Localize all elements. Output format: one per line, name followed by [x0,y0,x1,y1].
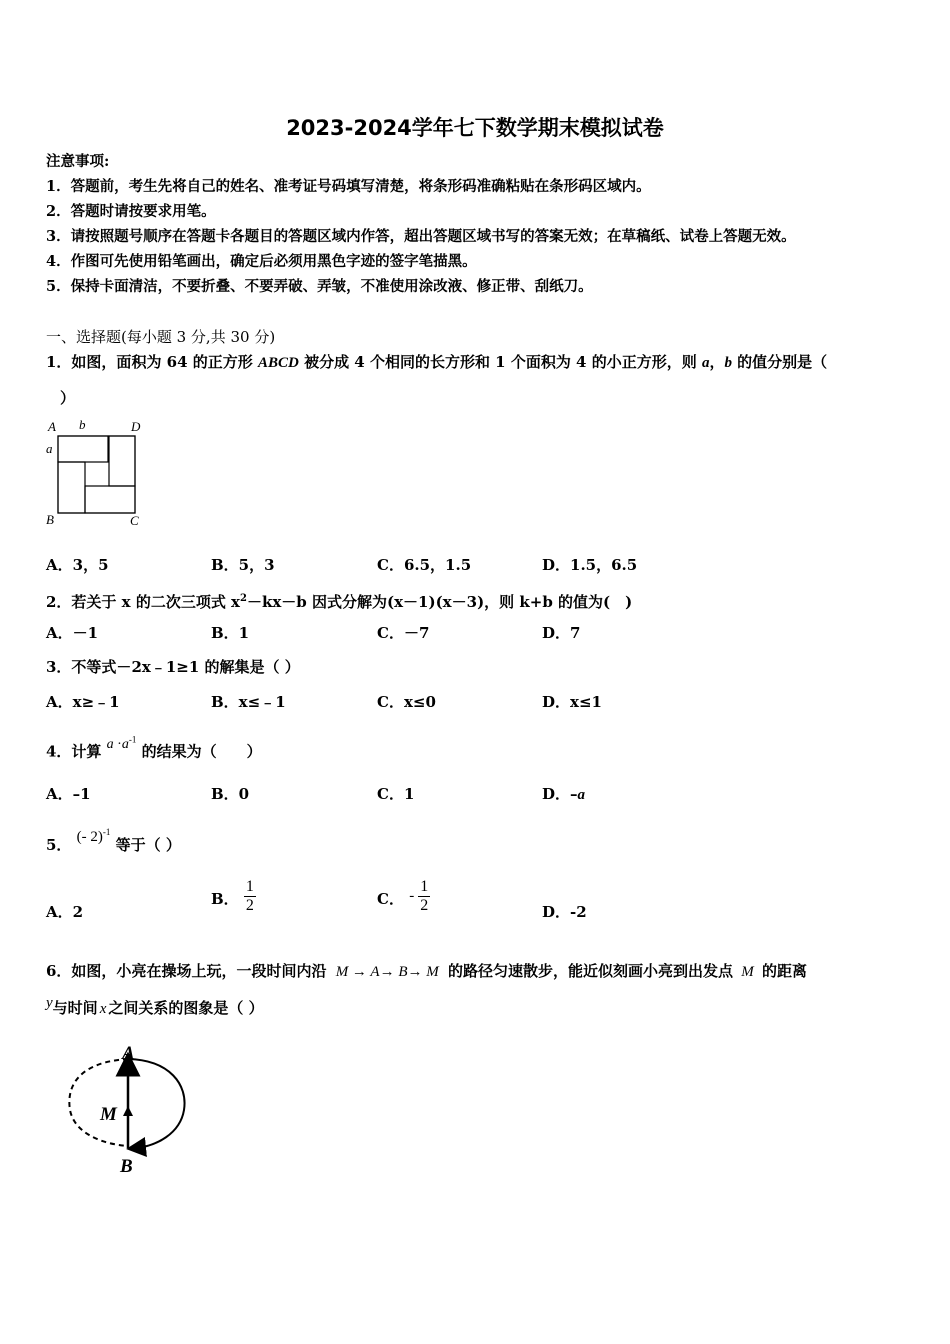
rectangle-left [58,462,85,513]
q1-option-d: D．1.5，6.5 [542,556,638,574]
q1-var-a: a [701,355,710,371]
q5-expr-exponent: -1 [102,827,111,837]
q6-var-x: x [99,1001,107,1017]
dashed-left-arc [69,1059,128,1146]
q4-option-d-var: a [577,787,586,803]
q1-option-c: C．6.5，1.5 [377,556,472,574]
fraction-numerator: 1 [245,878,254,895]
question-6-text-line2 [46,995,264,1019]
q5-text-part: 等于（ ） [115,836,181,854]
q5-option-d: D．-2 [542,903,587,921]
question-2-text [46,589,632,612]
solid-right-arc [128,1059,185,1148]
notice-heading: 注意事项: [46,153,110,170]
q4-expr-a2: a [121,736,129,752]
question-1-text [46,352,827,373]
label-B: B [46,512,54,527]
q4-option-d [542,784,585,805]
label-C: C [130,513,139,528]
q1-option-a: A．3，5 [46,556,109,574]
q6-text-part: 的路径匀速散步，能近似刻画小亮到出发点 [447,962,733,980]
q4-option-d-label: D．– [542,785,578,803]
q4-expression [107,736,137,752]
q4-expr-dot: · [113,736,122,752]
q6-path: M → A→ B→ M [335,964,439,980]
q2-option-c: C．－7 [377,624,430,642]
q5-option-c [377,878,430,915]
q5-option-b-fraction [244,878,256,915]
q5-option-b [211,878,256,915]
q2-text-part: －kx－b 因式分解为(x－1)(x－3)，则 k+b 的值为( ) [246,593,633,611]
q1-square-figure [42,414,152,534]
q4-option-b: B．0 [211,785,250,803]
q5-option-c-fraction [418,878,430,915]
fraction-denominator: 2 [245,897,254,914]
q1-var-b: b [724,355,732,371]
label-a: a [46,441,53,456]
q1-text-part: 的值分别是（ [731,353,828,371]
question-6-text [46,961,807,982]
notice-item: 4．作图可先使用铅笔画出，确定后必须用黑色字迹的签字笔描黑。 [46,253,477,270]
q6-text-part: 6．如图，小亮在操场上玩，一段时间内沿 [46,962,327,980]
q1-comma: ， [709,353,725,371]
q5-expr-base: (- 2) [76,829,103,845]
question-4-text [46,734,262,764]
q1-close-paren: ） [60,389,76,407]
q1-text-part: 1．如图，面积为 64 的正方形 [46,353,258,371]
q6-text-part: 与时间 [52,999,98,1017]
section-heading: 一、选择题(每小题 3 分,共 30 分) [46,328,276,346]
q1-option-b: B．5，3 [211,556,275,574]
q1-square-label: ABCD [257,355,299,371]
notice-item: 3．请按照题号顺序在答题卡各题目的答题区域内作答，超出答题区域书写的答案无效；在草稿纸、试卷上答题无效。 [46,228,796,245]
rectangle-top [58,436,108,462]
q6-text-part: 之间关系的图象是（ ） [108,999,264,1017]
q2-option-a: A．－1 [46,624,99,642]
q3-option-a: A．x≥﹣1 [46,693,120,711]
label-B: B [120,1156,133,1177]
q5-option-b-label: B． [211,890,239,908]
question-3-text: 3．不等式－2x﹣1≥1 的解集是（ ） [46,658,300,676]
q2-option-d: D．7 [542,624,581,642]
q4-option-a: A．–1 [46,785,91,803]
q3-option-b: B．x≤﹣1 [211,693,286,711]
q6-var-M: M [741,964,754,980]
q4-option-c: C．1 [377,785,415,803]
q1-text-part: 被分成 4 个相同的长方形和 1 个面积为 4 的小正方形，则 [298,353,702,371]
q4-expr-a: a [106,736,114,752]
q6-text-part: 的距离 [761,962,807,980]
q2-superscript: 2 [240,593,247,604]
notice-item: 1．答题前，考生先将自己的姓名、准考证号码填写清楚，将条形码准确粘贴在条形码区域内。 [46,178,651,195]
label-A: A [122,1043,135,1064]
question-5-text [46,827,181,856]
label-A: A [48,419,56,434]
notice-item: 2．答题时请按要求用笔。 [46,203,216,220]
fraction-denominator: 2 [420,897,429,914]
rectangle-bottom [85,486,135,513]
rectangle-right [109,436,135,486]
label-M: M [100,1104,117,1125]
q4-text-part: 的结果为（ ） [141,742,262,761]
label-b: b [79,417,86,432]
midpoint-arrow [123,1106,133,1116]
q6-path-figure [60,1040,210,1180]
q5-option-a: A．2 [46,903,84,921]
q4-text-part: 4．计算 [46,742,102,761]
q2-text-part: 2．若关于 x 的二次三项式 x [46,593,240,611]
q3-option-c: C．x≤0 [377,693,436,711]
q3-option-d: D．x≤1 [542,693,602,711]
page-title: 2023-2024学年七下数学期末模拟试卷 [286,116,664,140]
q6-var-y: y [46,995,53,1011]
q5-expression [77,829,111,845]
notice-item: 5．保持卡面清洁，不要折叠、不要弄破、弄皱，不准使用涂改液、修正带、刮纸刀。 [46,278,593,295]
q2-option-b: B．1 [211,624,250,642]
label-D: D [131,419,141,434]
q5-number: 5． [46,836,72,854]
fraction-numerator: 1 [420,878,429,895]
q5-option-c-sign: - [409,888,415,904]
q4-expr-exponent: -1 [128,734,137,744]
q5-option-c-label: C． [377,890,404,908]
outer-square [58,436,135,513]
